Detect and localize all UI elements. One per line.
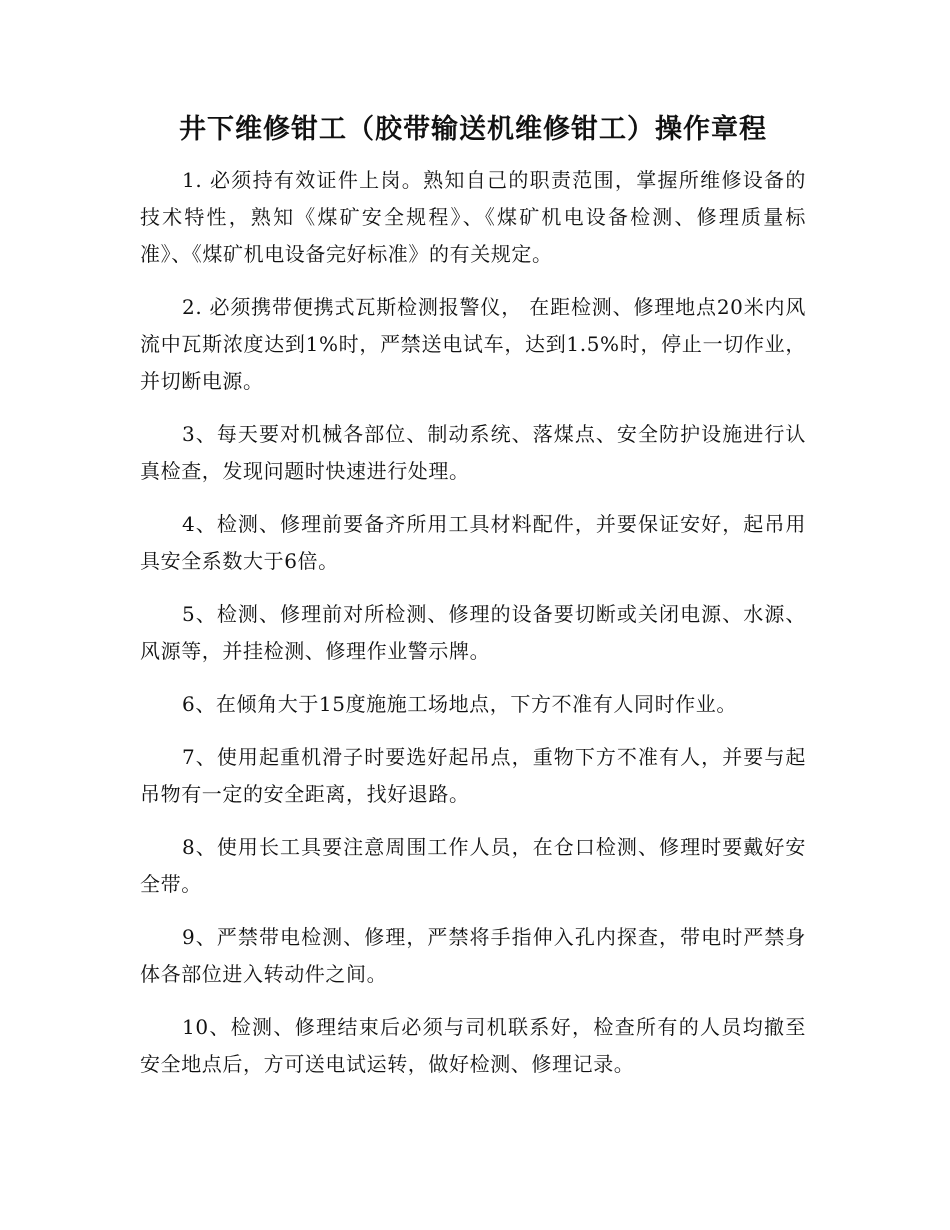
paragraph-8: 8、使用长工具要注意周围工作人员，在仓口检测、修理时要戴好安全带。 [140,835,806,896]
document-title: 井下维修钳工（胶带输送机维修钳工）操作章程 [179,114,767,145]
paragraph-3: 3、每天要对机械各部位、制动系统、落煤点、安全防护设施进行认真检查，发现问题时快速进行处理。 [140,422,806,483]
paragraph-1: 1. 必须持有效证件上岗。熟知自己的职责范围，掌握所维修设备的技术特性，熟知《煤矿安全规程》、《煤矿机电设备检测、修理质量标准》、《煤矿机电设备完好标准》的有关规定。 [140,168,806,266]
paragraph-6: 6、在倾角大于15度施施工场地点，下方不准有人同时作业。 [182,692,737,716]
document-page [140,110,806,1099]
paragraph-2: 2. 必须携带便携式瓦斯检测报警仪， 在距检测、修理地点20米内风流中瓦斯浓度达到1%时，严禁送电试车，达到1.5%时，停止一切作业，并切断电源。 [140,295,806,393]
paragraph-5: 5、检测、修理前对所检测、修理的设备要切断或关闭电源、水源、风源等，并挂检测、修理作业警示牌。 [140,602,806,663]
paragraph-10: 10、检测、修理结束后必须与司机联系好，检查所有的人员均撤至安全地点后，方可送电试运转，做好检测、修理记录。 [140,1015,806,1076]
paragraph-4: 4、检测、修理前要备齐所用工具材料配件，并要保证安好，起吊用具安全系数大于6倍。 [140,512,806,573]
paragraph-7: 7、使用起重机滑子时要选好起吊点，重物下方不准有人，并要与起吊物有一定的安全距离，找好退路。 [140,745,806,806]
paragraph-9: 9、严禁带电检测、修理，严禁将手指伸入孔内探查，带电时严禁身体各部位进入转动件之间。 [140,925,806,986]
